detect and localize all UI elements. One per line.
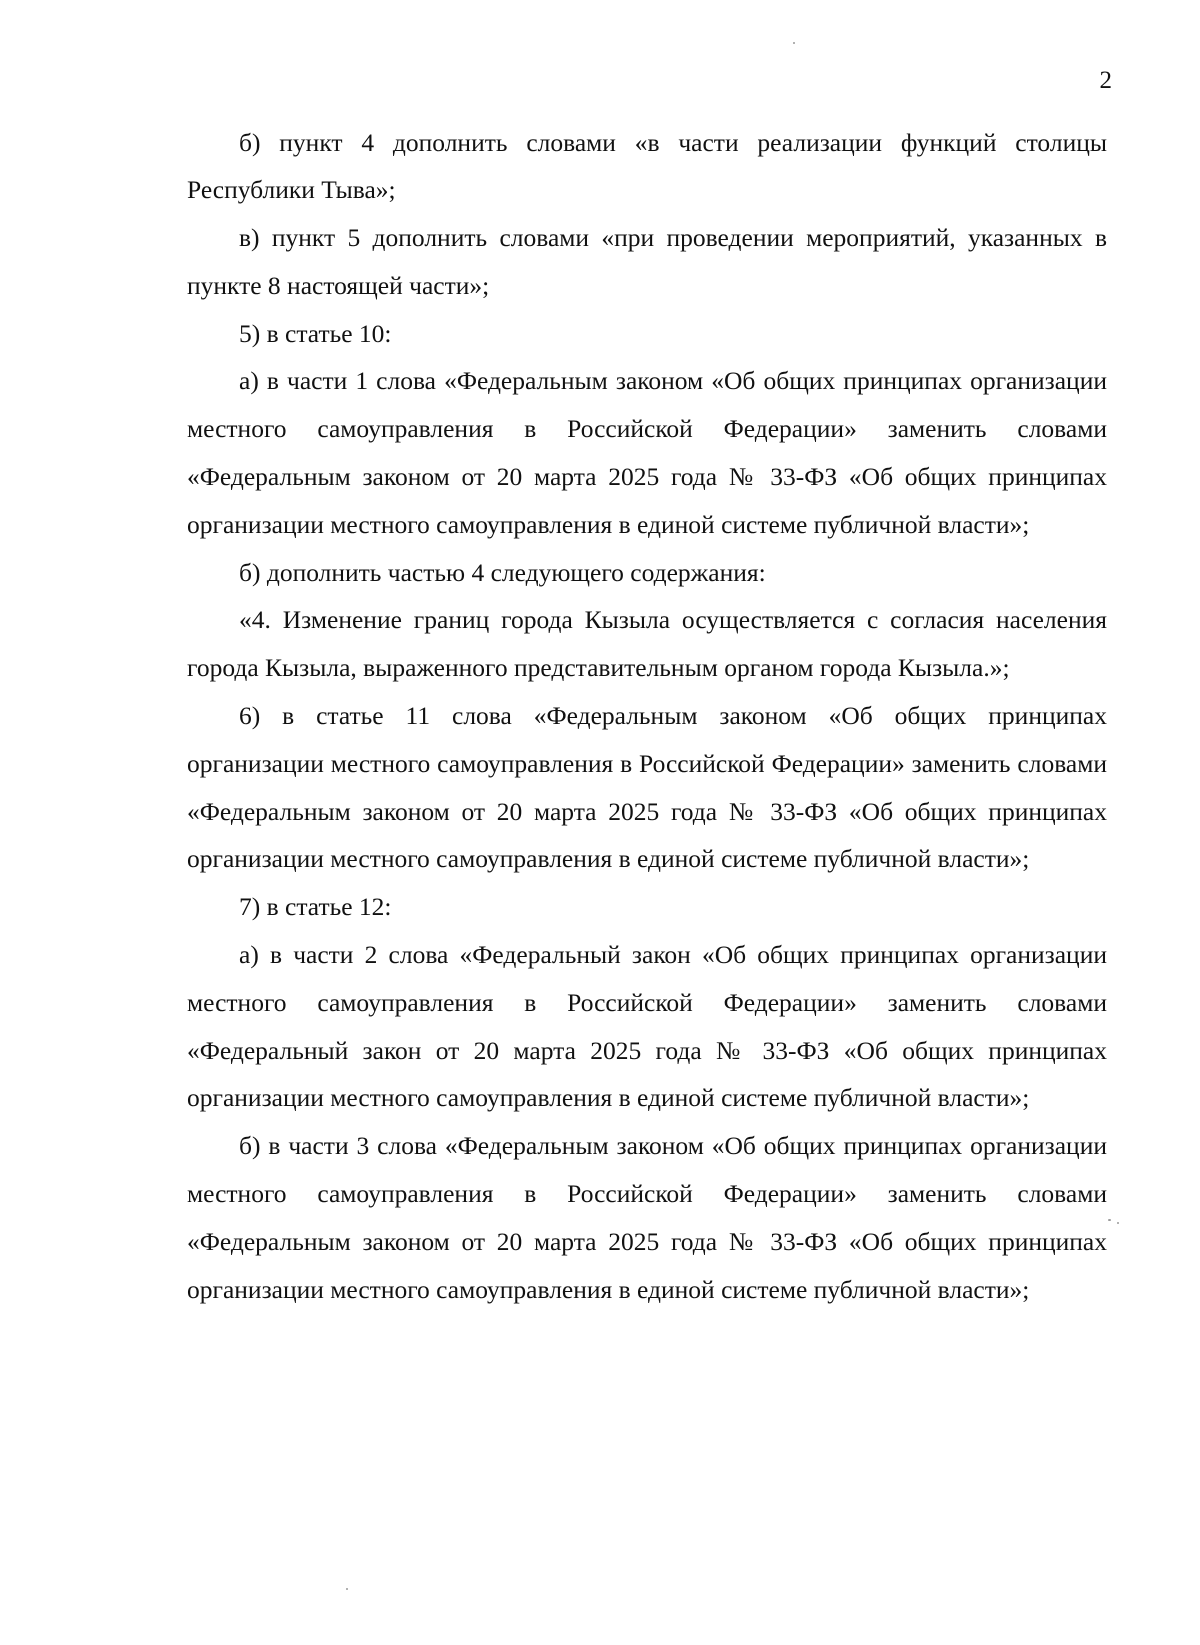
- document-body: [187, 119, 1107, 1314]
- paragraph-item-6-article-11: 6) в статье 11 слова «Федеральным законом «Об общих принципах организации местного самоуправления в Российской Федерации» заменить словами «Федеральным законом от 20 марта 2025 года № 33-ФЗ «Об общих принципах организации местного самоуправления в единой системе публичной власти»;: [187, 701, 1107, 874]
- paragraph-a-part-2: а) в части 2 слова «Федеральный закон «Об общих принципах организации местного самоуправления в Российской Федерации» заменить словами «Федеральный закон от 20 марта 2025 года № 33-ФЗ «Об общих принципах организации местного самоуправления в единой системе публичной власти»;: [187, 940, 1107, 1113]
- scan-speck: [793, 42, 795, 44]
- scan-speck: [1108, 1219, 1111, 1221]
- paragraph-quoted-part-4: «4. Изменение границ города Кызыла осуществляется с согласия населения города Кызыла, выраженного представительным органом города Кызыла.»;: [187, 605, 1107, 683]
- paragraph-item-5-article-10: 5) в статье 10:: [239, 318, 392, 348]
- page-number: 2: [1099, 67, 1112, 94]
- scan-speck: [346, 1588, 348, 1590]
- scan-speck: [1117, 1222, 1119, 1224]
- paragraph-a-part-1: а) в части 1 слова «Федеральным законом «Об общих принципах организации местного самоуправления в Российской Федерации» заменить словами «Федеральным законом от 20 марта 2025 года № 33-ФЗ «Об общих принципах организации местного самоуправления в единой системе публичной власти»;: [187, 366, 1107, 539]
- paragraph-item-7-article-12: 7) в статье 12:: [239, 892, 392, 922]
- paragraph-b-punkt-4: б) пункт 4 дополнить словами «в части реализации функций столицы Республики Тыва»;: [187, 127, 1107, 205]
- paragraph-v-punkt-5: в) пункт 5 дополнить словами «при проведении мероприятий, указанных в пункте 8 настоящей части»;: [187, 223, 1107, 300]
- paragraph-b-add-part-4: б) дополнить частью 4 следующего содержания:: [239, 557, 766, 587]
- paragraph-b-part-3: б) в части 3 слова «Федеральным законом «Об общих принципах организации местного самоуправления в Российской Федерации» заменить словами «Федеральным законом от 20 марта 2025 года № 33-ФЗ «Об общих принципах организации местного самоуправления в единой системе публичной власти»;: [187, 1131, 1107, 1304]
